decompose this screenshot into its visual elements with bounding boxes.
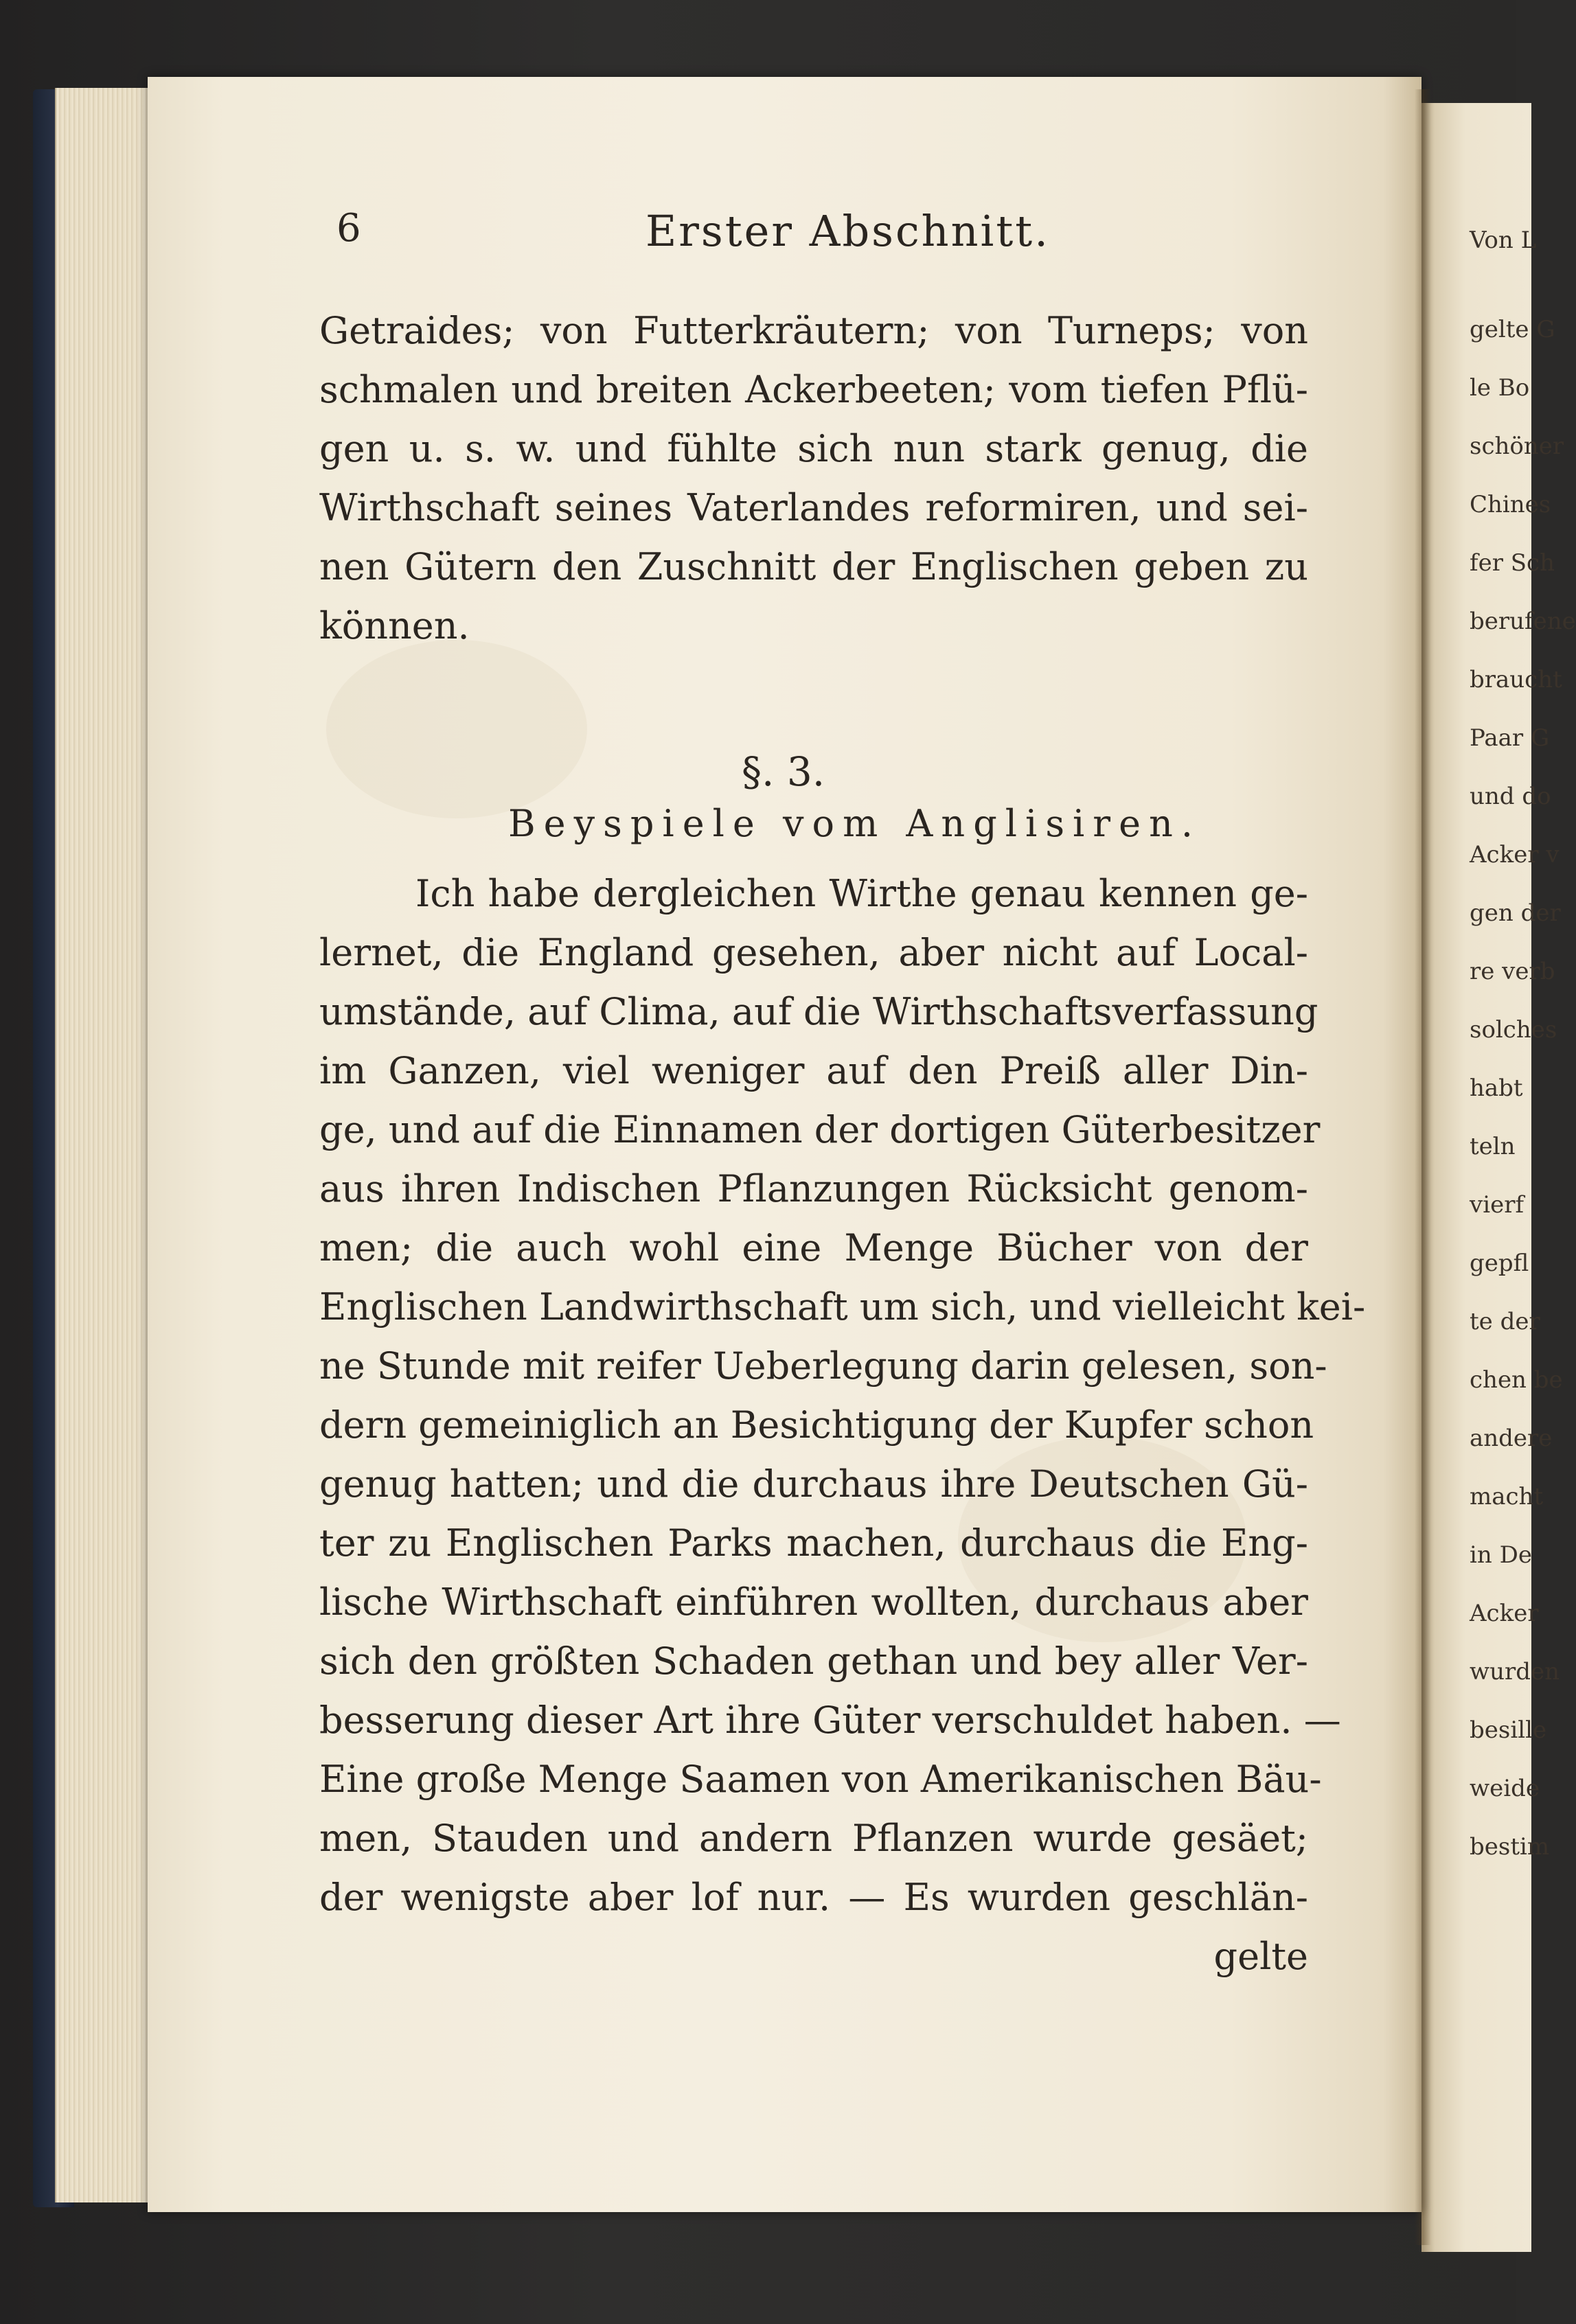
running-head <box>330 206 1305 275</box>
text-line: schmalen und breiten Ackerbeeten; vom tiefen Pflü- <box>319 368 1308 411</box>
text-line: lernet, die England gesehen, aber nicht auf Local- <box>319 931 1308 974</box>
facing-page-fragment: weide <box>1470 1775 1540 1802</box>
facing-page-fragment: fer Sch <box>1470 549 1555 577</box>
facing-page-fragment: macht <box>1470 1483 1544 1510</box>
text-line: sich den größten Schaden gethan und bey aller Ver- <box>319 1640 1308 1683</box>
facing-page-fragment: gen der <box>1470 899 1561 927</box>
facing-page-fragment: andere <box>1470 1425 1553 1452</box>
facing-page-fragment: berufene <box>1470 608 1576 635</box>
facing-page-fragment: gelte G <box>1470 316 1555 343</box>
facing-page-fragment: und do <box>1470 783 1551 810</box>
text-line: können. <box>319 604 470 647</box>
text-line: men; die auch wohl eine Menge Bücher von der <box>319 1226 1308 1269</box>
section-number: §. 3. <box>742 748 825 795</box>
facing-page-fragment: habt <box>1470 1074 1523 1102</box>
text-line: dern gemeiniglich an Besichtigung der Kupfer schon <box>319 1403 1314 1447</box>
facing-page-fragment: Von L <box>1470 227 1537 254</box>
text-line: ter zu Englischen Parks machen, durchaus die Eng- <box>319 1521 1308 1565</box>
text-line: besserung dieser Art ihre Güter verschuldet haben. — <box>319 1699 1341 1742</box>
facing-page-fragment: Paar G <box>1470 724 1550 752</box>
text-line: nen Gütern den Zuschnitt der Englischen geben zu <box>319 545 1308 588</box>
text-line: im Ganzen, viel weniger auf den Preiß aller Din- <box>319 1049 1308 1092</box>
running-head-title: Erster Abschnitt. <box>646 206 1050 256</box>
text-line: Englischen Landwirthschaft um sich, und vielleicht kei- <box>319 1285 1366 1328</box>
text-line: ne Stunde mit reifer Ueberlegung darin gelesen, son- <box>319 1344 1327 1388</box>
text-line: men, Stauden und andern Pflanzen wurde gesäet; <box>319 1817 1308 1860</box>
text-line: aus ihren Indischen Pflanzungen Rücksicht genom- <box>319 1167 1308 1210</box>
text-line: Wirthschaft seines Vaterlandes reformiren, und sei- <box>319 486 1308 529</box>
facing-page-fragment: chen be <box>1470 1366 1563 1394</box>
text-line: umstände, auf Clima, auf die Wirthschaftsverfassung <box>319 990 1318 1033</box>
text-line: lische Wirthschaft einführen wollten, durchaus aber <box>319 1580 1308 1624</box>
text-line: gen u. s. w. und fühlte sich nun stark genug, die <box>319 427 1308 470</box>
page-stack-edges <box>55 88 152 2202</box>
book-gutter <box>1415 89 1431 2245</box>
text-line: der wenigste aber lof nur. — Es wurden geschlän- <box>319 1876 1308 1919</box>
facing-page-fragment: wurden <box>1470 1658 1560 1686</box>
facing-page-fragment: te der <box>1470 1308 1540 1335</box>
facing-page-fragment: Acker <box>1470 1600 1539 1627</box>
facing-page-fragment: Chines <box>1470 491 1551 518</box>
facing-page-fragment: in De <box>1470 1541 1532 1569</box>
facing-page-fragment: braucht <box>1470 666 1562 693</box>
facing-page-fragment: besille <box>1470 1716 1547 1744</box>
page-number: 6 <box>336 206 361 251</box>
facing-page-fragment: re verb <box>1470 958 1555 985</box>
facing-page-text <box>1470 227 1576 2012</box>
catchword: gelte <box>1213 1935 1308 1978</box>
section-heading: Beyspiele vom Anglisiren. <box>508 802 1202 845</box>
facing-page-fragment: vierf <box>1470 1191 1524 1219</box>
facing-page-fragment: solches <box>1470 1016 1557 1044</box>
facing-page-fragment: schöner <box>1470 433 1564 460</box>
text-line: Ich habe dergleichen Wirthe genau kennen ge- <box>415 872 1308 915</box>
facing-page-fragment: le Bo <box>1470 374 1530 402</box>
text-line: Getraides; von Futterkräutern; von Turneps; von <box>319 309 1308 352</box>
text-line: genug hatten; und die durchaus ihre Deutschen Gü- <box>319 1462 1308 1506</box>
facing-page-fragment: teln <box>1470 1133 1516 1160</box>
text-line: Eine große Menge Saamen von Amerikanischen Bäu- <box>319 1758 1322 1801</box>
facing-page-fragment: bestim <box>1470 1833 1550 1861</box>
facing-page-fragment: Acker v <box>1470 841 1560 868</box>
paper-stain <box>326 640 587 818</box>
text-line: ge, und auf die Einnamen der dortigen Güterbesitzer <box>319 1108 1321 1151</box>
facing-page-fragment: gepfl <box>1470 1250 1529 1277</box>
